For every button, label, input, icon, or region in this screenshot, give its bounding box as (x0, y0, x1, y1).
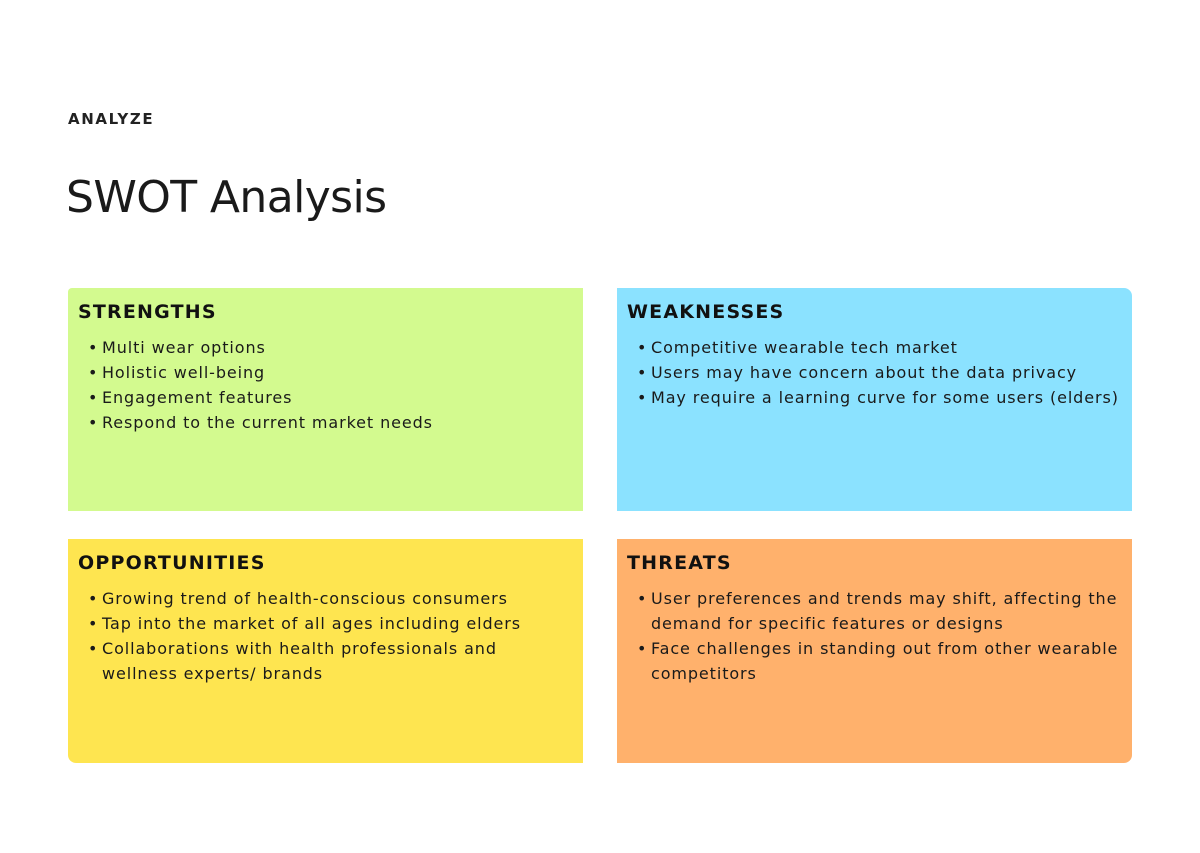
section-kicker: ANALYZE (68, 110, 155, 128)
list-item (88, 586, 573, 611)
bullet-icon: • (637, 338, 648, 357)
list-item-text: User preferences and trends may shift, affecting the demand for specific features or designs (651, 589, 1118, 633)
weaknesses-quadrant (617, 288, 1132, 511)
list-item (637, 385, 1122, 410)
strengths-heading: STRENGTHS (78, 301, 217, 323)
list-item-text: Users may have concern about the data privacy (651, 363, 1078, 382)
opportunities-heading: OPPORTUNITIES (78, 552, 266, 574)
list-item-text: Growing trend of health-conscious consumers (102, 589, 508, 608)
list-item-text: Tap into the market of all ages including elders (102, 614, 521, 633)
list-item (88, 360, 573, 385)
list-item (637, 335, 1122, 360)
list-item (637, 586, 1122, 636)
page-title: SWOT Analysis (66, 172, 387, 223)
bullet-icon: • (88, 413, 99, 432)
opportunities-list (78, 586, 573, 686)
opportunities-quadrant (68, 539, 583, 763)
list-item-text: Respond to the current market needs (102, 413, 433, 432)
threats-heading: THREATS (627, 552, 732, 574)
weaknesses-list (627, 335, 1122, 410)
list-item (88, 410, 573, 435)
list-item-text: Holistic well-being (102, 363, 266, 382)
bullet-icon: • (637, 639, 648, 658)
list-item-text: May require a learning curve for some users (elders) (651, 388, 1119, 407)
list-item-text: Multi wear options (102, 338, 266, 357)
list-item (88, 636, 573, 686)
list-item (88, 611, 573, 636)
bullet-icon: • (637, 589, 648, 608)
bullet-icon: • (637, 363, 648, 382)
list-item (88, 335, 573, 360)
weaknesses-heading: WEAKNESSES (627, 301, 785, 323)
list-item (637, 636, 1122, 686)
list-item-text: Engagement features (102, 388, 293, 407)
bullet-icon: • (88, 639, 99, 658)
bullet-icon: • (88, 388, 99, 407)
list-item-text: Collaborations with health professionals and wellness experts/ brands (102, 639, 497, 683)
bullet-icon: • (88, 589, 99, 608)
list-item (637, 360, 1122, 385)
list-item-text: Face challenges in standing out from other wearable competitors (651, 639, 1119, 683)
bullet-icon: • (88, 363, 99, 382)
bullet-icon: • (637, 388, 648, 407)
threats-list (627, 586, 1122, 686)
list-item-text: Competitive wearable tech market (651, 338, 958, 357)
threats-quadrant (617, 539, 1132, 763)
list-item (88, 385, 573, 410)
strengths-list (78, 335, 573, 435)
bullet-icon: • (88, 614, 99, 633)
bullet-icon: • (88, 338, 99, 357)
strengths-quadrant (68, 288, 583, 511)
